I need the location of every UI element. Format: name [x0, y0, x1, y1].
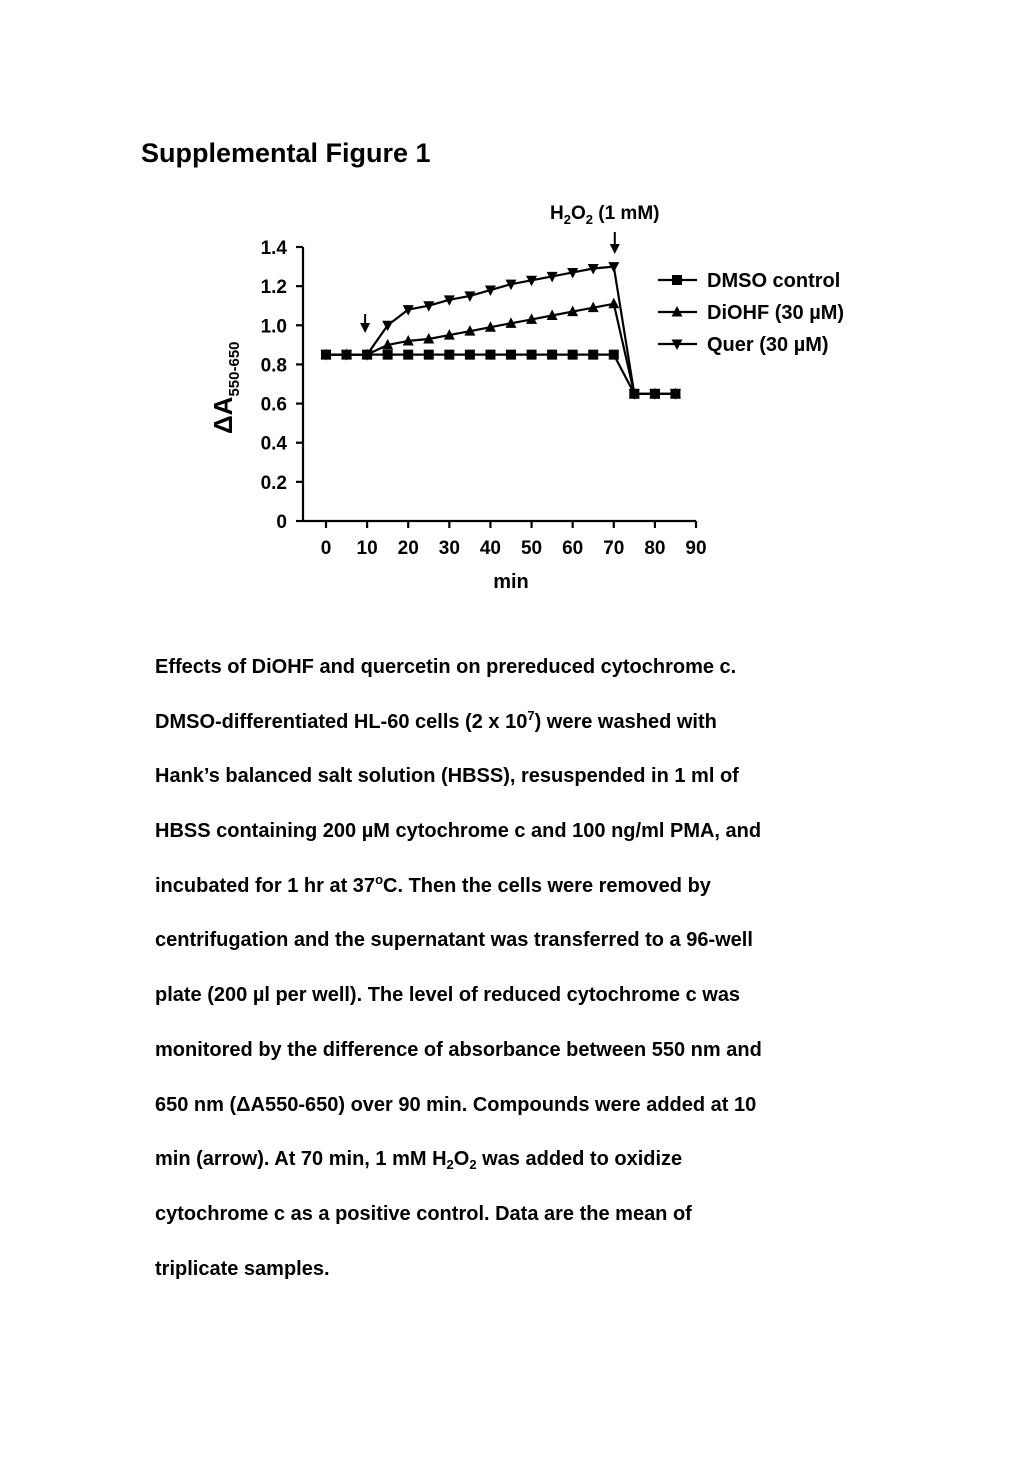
legend-label: Quer (30 µM) — [707, 334, 829, 356]
caption-text: cytochrome c as a positive control. Data are the mean of — [155, 1202, 692, 1225]
figure-title: Supplemental Figure 1 — [141, 138, 431, 168]
y-tick-label: 1.2 — [260, 277, 287, 299]
caption-text: Effects of DiOHF and quercetin on prereduced cytochrome c. — [155, 656, 737, 678]
legend-label: DMSO control — [707, 270, 841, 292]
caption-text: 650 nm (ΔA550-650) over 90 min. Compounds were added at 10 — [155, 1093, 757, 1116]
h2o2-label-text: (1 mM) — [592, 203, 660, 224]
caption-text: incubated for 1 hr at 37 — [155, 874, 376, 897]
data-point — [527, 350, 537, 360]
data-point — [568, 350, 578, 360]
y-axis-title-subscript: 550-650 — [226, 341, 243, 397]
figure-caption — [155, 640, 875, 1296]
h2o2-label-text: H — [550, 203, 564, 224]
data-point — [403, 305, 414, 316]
caption-line — [155, 1078, 875, 1133]
caption-line — [155, 640, 875, 695]
caption-text: monitored by the difference of absorbance between 550 nm and — [155, 1038, 762, 1061]
x-tick-label: 30 — [438, 538, 460, 559]
data-point — [547, 350, 557, 360]
caption-text: was added to oxidize — [476, 1148, 683, 1171]
caption-text: ) were washed with — [534, 710, 717, 733]
x-tick-label: 10 — [356, 538, 378, 559]
caption-line — [155, 749, 875, 804]
caption-line — [155, 913, 875, 968]
data-point — [609, 350, 619, 360]
caption-superscript: 7 — [527, 707, 535, 723]
y-tick-label: 0.8 — [260, 355, 287, 377]
h2o2-arrow-head — [610, 244, 620, 254]
caption-line — [155, 859, 875, 914]
caption-line — [155, 1132, 875, 1187]
y-axis-title: $\Delta A_{550-650}$ — [208, 341, 243, 434]
y-tick-label: 0.4 — [260, 433, 287, 455]
y-tick-label: 1.0 — [260, 316, 287, 338]
caption-text: triplicate samples. — [155, 1257, 330, 1280]
data-point — [588, 350, 598, 360]
caption-line — [155, 804, 875, 859]
caption-line — [155, 1187, 875, 1242]
legend-marker — [672, 275, 682, 285]
caption-text: DMSO-differentiated HL-60 cells (2 x 10 — [155, 710, 528, 733]
h2o2-label-text: O — [570, 203, 586, 224]
data-point — [383, 350, 393, 360]
x-tick-label: 0 — [320, 538, 332, 559]
line-chart — [0, 0, 1024, 620]
series-line-0 — [326, 355, 675, 394]
y-tick-label: 1.4 — [260, 238, 287, 259]
compound-arrow-head — [360, 323, 370, 333]
x-tick-label: 60 — [562, 538, 584, 559]
x-tick-label: 40 — [479, 538, 502, 559]
data-point — [403, 350, 413, 360]
caption-superscript: o — [375, 871, 384, 887]
x-tick-label: 50 — [520, 538, 543, 559]
y-tick-label: 0.2 — [260, 472, 287, 494]
series-line-2 — [326, 267, 675, 394]
data-point — [424, 350, 434, 360]
y-tick-label: 0 — [276, 512, 287, 533]
caption-text: C. Then the cells were removed by — [383, 874, 711, 897]
caption-text: HBSS containing 200 µM cytochrome c and 100 ng/ml PMA, and — [155, 820, 762, 843]
h2o2-label — [550, 203, 659, 227]
caption-text: centrifugation and the supernatant was transferred to a 96-well — [155, 929, 753, 952]
caption-line — [155, 695, 875, 750]
y-tick-label: 0.6 — [260, 394, 287, 416]
data-point — [608, 298, 619, 309]
caption-text: O — [453, 1148, 470, 1171]
data-point — [506, 350, 516, 360]
caption-text: Hank’s balanced salt solution (HBSS), resuspended in 1 ml of — [155, 765, 739, 788]
caption-subscript: 2 — [446, 1157, 454, 1173]
x-axis-title: min — [493, 571, 529, 593]
legend-label: DiOHF (30 µM) — [707, 302, 845, 324]
caption-line — [155, 1242, 875, 1297]
data-point — [465, 350, 475, 360]
x-tick-label: 20 — [397, 538, 419, 559]
x-tick-label: 80 — [644, 538, 666, 559]
h2o2-label-subscript: 2 — [563, 212, 571, 227]
caption-line — [155, 1023, 875, 1078]
h2o2-label-subscript: 2 — [585, 212, 593, 227]
x-tick-label: 70 — [603, 538, 625, 559]
caption-subscript: 2 — [469, 1157, 477, 1173]
x-tick-label: 90 — [685, 538, 707, 559]
data-point — [444, 350, 454, 360]
caption-text: plate (200 µl per well). The level of reduced cytochrome c was — [155, 984, 741, 1007]
caption-text: min (arrow). At 70 min, 1 mM H — [155, 1148, 447, 1171]
data-point — [485, 350, 495, 360]
caption-line — [155, 968, 875, 1023]
